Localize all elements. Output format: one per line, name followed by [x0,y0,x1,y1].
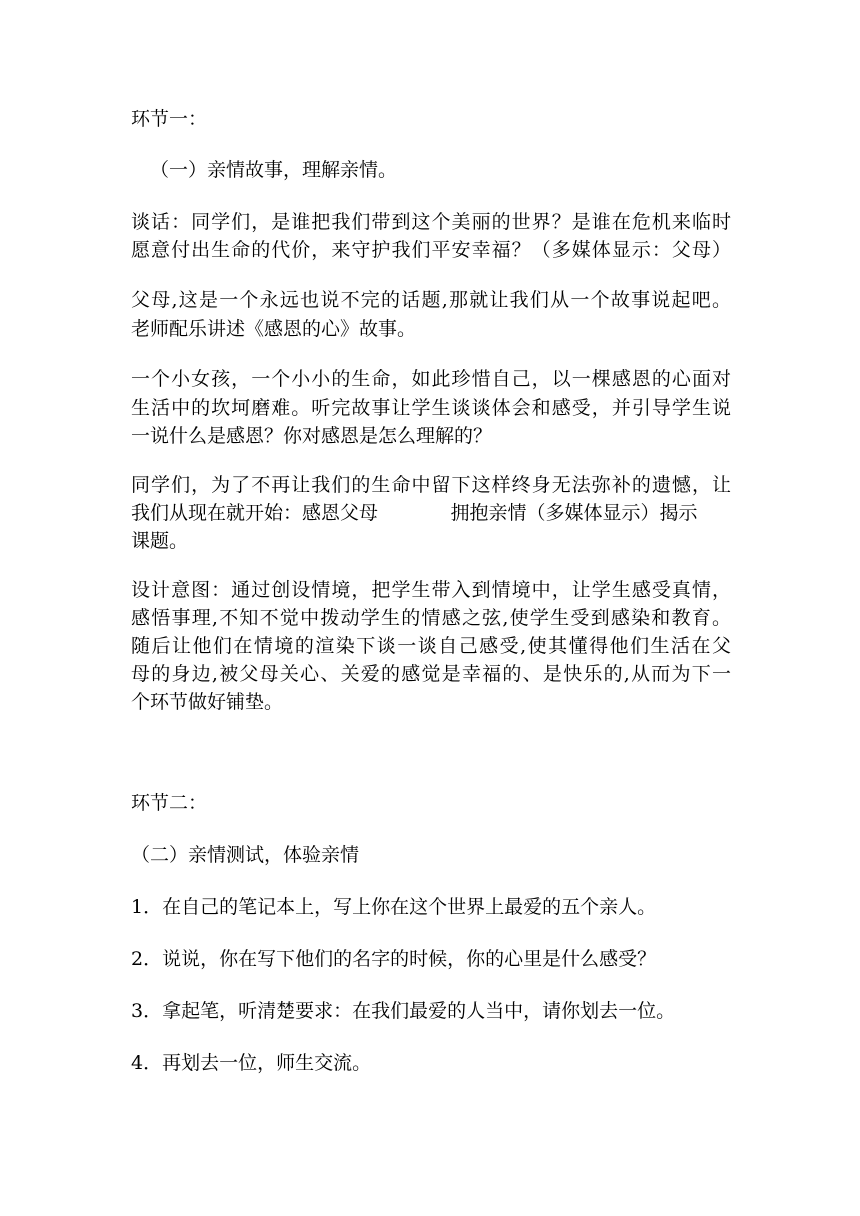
para4-line3: 课题。 [131,530,189,552]
list-item: 4．再划去一位，师生交流。 [131,1052,372,1074]
para5-line4: 母的身边,被父母关心、关爱的感觉是幸福的、是快乐的,从而为下一 [131,663,731,685]
section1-subheading: （一）亲情故事，理解亲情。 [150,159,398,181]
para3-line2: 生活中的坎坷磨难。听完故事让学生谈谈体会和感受，并引导学生说 [131,397,731,419]
para4-line2: 我们从现在就开始：感恩父母 拥抱亲情（多媒体显示）揭示 [131,502,698,524]
para2-line1: 父母,这是一个永远也说不完的话题,那就让我们从一个故事说起吧。 [131,289,731,311]
para5-line5: 个环节做好铺垫。 [131,691,284,713]
list-item: 1．在自己的笔记本上，写上你在这个世界上最爱的五个亲人。 [131,896,657,918]
para3-line1: 一个小女孩，一个小小的生命，如此珍惜自己，以一棵感恩的心面对 [131,368,731,390]
para1-line1: 谈话：同学们，是谁把我们带到这个美丽的世界？是谁在危机来临时 [131,211,731,233]
para5-line2: 感悟事理,不知不觉中拨动学生的情感之弦,使学生受到感染和教育。 [131,607,731,629]
para5-line1: 设计意图：通过创设情境，把学生带入到情境中，让学生感受真情， [131,579,731,601]
section1-heading: 环节一： [131,108,208,130]
para3-line3: 一说什么是感恩？你对感恩是怎么理解的？ [131,425,493,447]
list-item: 3．拿起笔，听清楚要求：在我们最爱的人当中，请你划去一位。 [131,1000,676,1022]
para1-line2: 愿意付出生命的代价，来守护我们平安幸福？（多媒体显示：父母） [131,239,731,261]
section2-heading: 环节二： [131,792,208,814]
para2-line2: 老师配乐讲述《感恩的心》故事。 [131,318,417,340]
section2-subheading: （二）亲情测试，体验亲情 [131,844,360,866]
para4-line1: 同学们，为了不再让我们的生命中留下这样终身无法弥补的遗憾，让 [131,474,731,496]
list-item: 2．说说，你在写下他们的名字的时候，你的心里是什么感受？ [131,948,657,970]
para5-line3: 随后让他们在情境的渲染下谈一谈自己感受,使其懂得他们生活在父 [131,635,731,657]
